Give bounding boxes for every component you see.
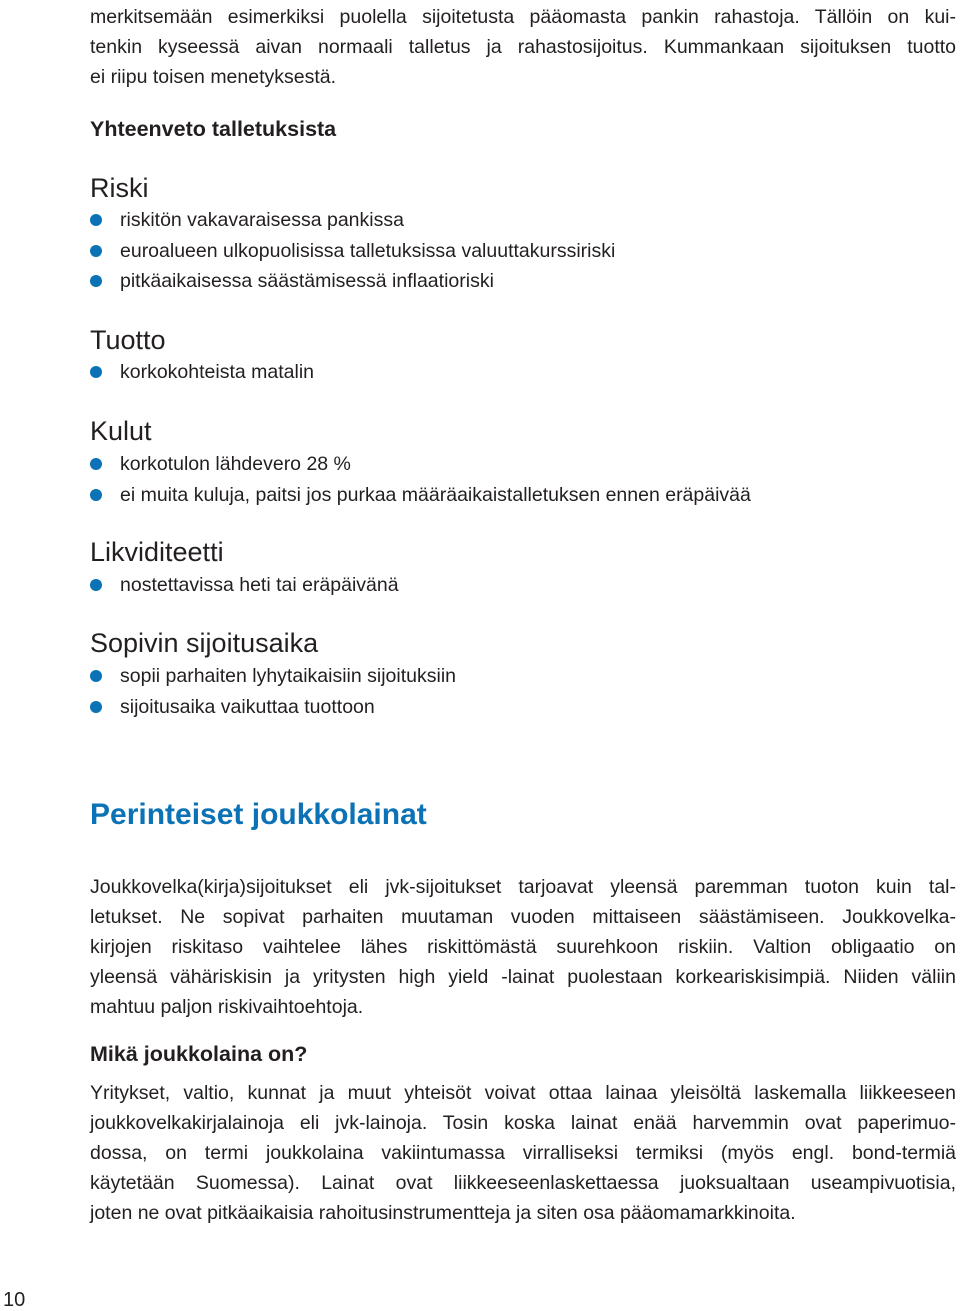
list-item-text: nostettavissa heti tai eräpäivänä: [120, 574, 399, 596]
return-list: [90, 357, 314, 388]
list-item: [90, 205, 615, 236]
page-number: 10: [3, 1289, 26, 1311]
intro-paragraph: [90, 2, 956, 92]
list-item: [90, 692, 456, 723]
list-item: [90, 449, 751, 480]
text-line: dossa, on termi joukkolaina vakiintumassa virralliseksi termiksi (myös engl. bond-termiä: [90, 1142, 956, 1164]
bond-definition-paragraph: [90, 1078, 956, 1228]
text-line: tenkin kyseessä aivan normaali talletus ja rahastosijoitus. Kummankaan sijoituksen tuotto: [90, 36, 956, 58]
section-title-bonds: Perinteiset joukkolainat: [90, 798, 427, 831]
list-item-text: korkokohteista matalin: [120, 361, 315, 383]
bullet-icon: [90, 366, 102, 378]
text-line: käytetään Suomessa). Lainat ovat liikkeeseenlaskettaessa juoksualtaan useampivuotisia,: [90, 1172, 956, 1194]
text-line: ei riipu toisen menetyksestä.: [90, 66, 337, 88]
text-line: kirjojen riskitaso vaihtelee lähes riskittömästä suurehkoon riskiin. Valtion obligaatio on: [90, 936, 956, 958]
bullet-icon: [90, 275, 102, 287]
bullet-icon: [90, 670, 102, 682]
list-item: [90, 266, 615, 297]
bullet-icon: [90, 489, 102, 501]
list-item: [90, 480, 751, 511]
section-heading-return: Tuotto: [90, 325, 166, 355]
section-heading-investment-period: Sopivin sijoitusaika: [90, 628, 319, 658]
bullet-icon: [90, 245, 102, 257]
bonds-paragraph: [90, 872, 956, 1022]
list-item: [90, 357, 314, 388]
bullet-icon: [90, 214, 102, 226]
text-line: letukset. Ne sopivat parhaiten muutaman vuoden mittaiseen säästämiseen. Joukkovelka-: [90, 906, 956, 928]
bullet-icon: [90, 579, 102, 591]
text-line: merkitsemään esimerkiksi puolella sijoitetusta pääomasta pankin rahastoja. Tällöin on kui-: [90, 6, 956, 28]
summary-title: Yhteenveto talletuksista: [90, 117, 337, 141]
text-line: joukkovelkakirjalainoja eli jvk-lainoja. Tosin koska lainat enää harvemmin ovat paperimuo-: [90, 1112, 956, 1134]
text-line: joten ne ovat pitkäaikaisia rahoitusinstrumentteja ja siten osa pääomamarkkinoita.: [90, 1202, 796, 1224]
text-line: Yritykset, valtio, kunnat ja muut yhteisöt voivat ottaa lainaa yleisöltä laskemalla liikkeeseen: [90, 1082, 956, 1104]
list-item-text: sopii parhaiten lyhytaikaisiin sijoituksiin: [120, 665, 456, 687]
liquidity-list: [90, 570, 399, 601]
list-item-text: korkotulon lähdevero 28 %: [120, 453, 351, 475]
bullet-icon: [90, 701, 102, 713]
list-item-text: ei muita kuluja, paitsi jos purkaa määräaikaistalletuksen ennen eräpäivää: [120, 483, 751, 506]
list-item: [90, 570, 399, 601]
list-item: [90, 236, 615, 267]
investment-period-list: [90, 661, 456, 722]
section-heading-liquidity: Likviditeetti: [90, 537, 224, 567]
text-line: yleensä vähäriskisin ja yritysten high yield -lainat puolestaan korkeariskisimpiä. Niiden väliin: [90, 966, 956, 988]
section-heading-costs: Kulut: [90, 416, 152, 446]
risk-list: [90, 205, 615, 297]
text-line: mahtuu paljon riskivaihtoehtoja.: [90, 996, 364, 1018]
list-item-text: sijoitusaika vaikuttaa tuottoon: [120, 695, 375, 718]
costs-list: [90, 449, 751, 510]
subsection-title: Mikä joukkolaina on?: [90, 1042, 308, 1066]
list-item: [90, 661, 456, 692]
bullet-icon: [90, 458, 102, 470]
list-item-text: pitkäaikaisessa säästämisessä inflaatioriski: [120, 270, 494, 292]
list-item-text: riskitön vakavaraisessa pankissa: [120, 209, 404, 231]
text-line: Joukkovelka(kirja)sijoitukset eli jvk-sijoitukset tarjoavat yleensä paremman tuoton kuin tal-: [90, 876, 956, 898]
section-heading-risk: Riski: [90, 173, 149, 203]
list-item-text: euroalueen ulkopuolisissa talletuksissa valuuttakurssiriski: [120, 239, 616, 262]
